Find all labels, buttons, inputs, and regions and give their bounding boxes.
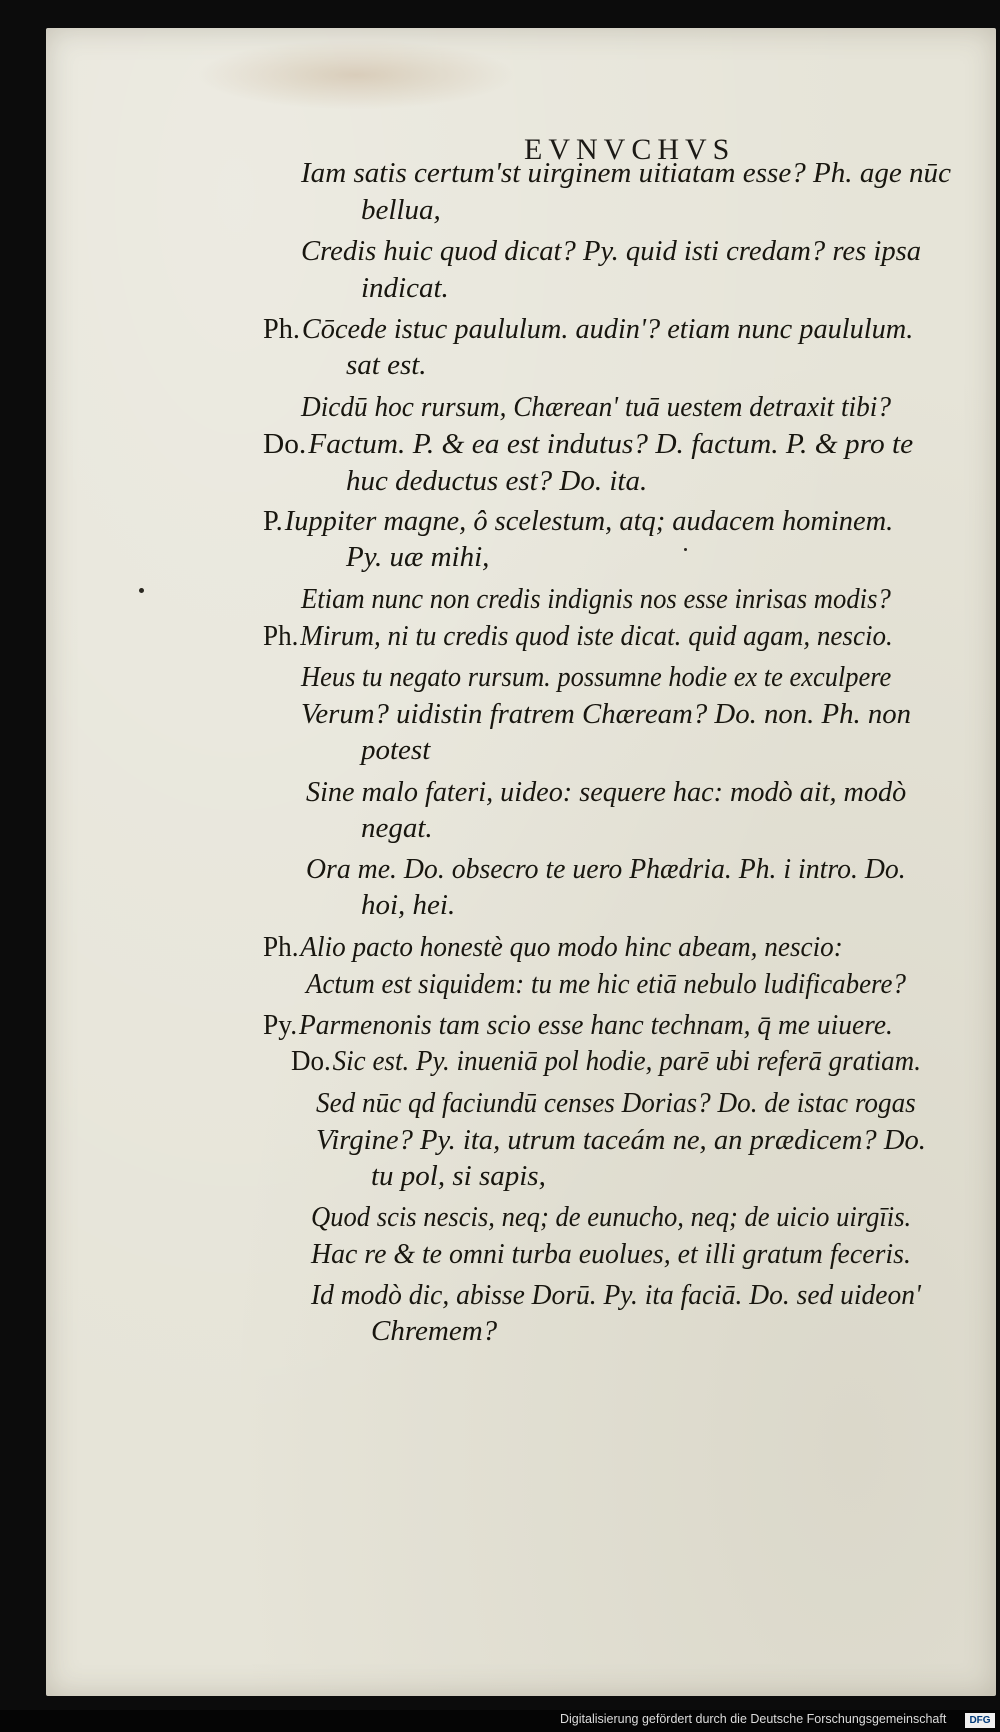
verse-line — [371, 1159, 546, 1193]
verse-line — [311, 1237, 911, 1271]
verse-line — [263, 1008, 893, 1042]
running-title: EVNVCHVS — [524, 133, 736, 166]
verse-line-text: Credis huic quod dicat? Py. quid isti credam? res ipsa — [301, 235, 922, 267]
verse-line-text: Dicdū hoc rursum, Chærean' tuā uestem detraxit tibi? — [301, 391, 891, 423]
verse-line — [361, 888, 455, 922]
verse-line — [301, 582, 891, 616]
verse-line — [316, 1086, 916, 1120]
ink-speck — [139, 588, 144, 593]
verse-line-text: Sed nūc qd faciundū censes Dorias? Do. de istac rogas — [316, 1087, 916, 1119]
verse-line — [311, 1200, 911, 1234]
speaker-label: Ph. — [263, 313, 300, 345]
verse-line — [311, 1278, 921, 1312]
verse-line — [316, 1123, 926, 1157]
verse-line-text: Ora me. Do. obsecro te uero Phædria. Ph. i intro. Do. — [306, 853, 906, 885]
verse-line-text: huc deductus est? Do. ita. — [346, 465, 648, 497]
verse-line — [346, 464, 647, 498]
speaker-label: Do. — [263, 428, 307, 460]
verse-line — [346, 540, 489, 574]
verse-line-text: Actum est siquidem: tu me hic etiā nebulo ludificabere? — [306, 968, 906, 1000]
speaker-label: Ph. — [263, 931, 299, 963]
verse-line-text: Heus tu negato rursum. possumne hodie ex te exculpere — [301, 661, 892, 693]
verse-line-text: Iam satis certum'st uirginem uitiatam esse? Ph. age nūc — [301, 157, 952, 189]
verse-line — [263, 504, 893, 538]
verse-line — [263, 312, 913, 346]
verse-line-text: Verum? uidistin fratrem Chæream? Do. non. Ph. non — [301, 698, 911, 730]
verse-line-text: Sic est. Py. inueniā pol hodie, parē ubi referā gratiam. — [332, 1045, 921, 1077]
verse-line — [301, 156, 951, 190]
verse-line-text: bellua, — [361, 194, 441, 226]
verse-line-text: Chremem? — [371, 1315, 498, 1347]
verse-line-text: Mirum, ni tu credis quod iste dicat. quid agam, nescio. — [300, 620, 893, 652]
verse-line-text: potest — [361, 734, 431, 766]
speaker-label: P. — [263, 505, 283, 537]
verse-text-block — [46, 28, 996, 1696]
verse-line-text: Alio pacto honestè quo modo hinc abeam, nescio: — [300, 931, 843, 963]
verse-line — [263, 427, 913, 461]
verse-line-text: Sine malo fateri, uideo: sequere hac: modò ait, modò — [306, 776, 907, 808]
verse-line — [361, 193, 441, 227]
verse-line-text: Factum. P. & ea est indutus? D. factum. P. & pro te — [308, 428, 914, 460]
verse-line-text: negat. — [361, 812, 433, 844]
book-page — [46, 28, 996, 1696]
speaker-label: Do. — [291, 1045, 331, 1077]
ink-speck — [684, 548, 687, 551]
verse-line — [306, 852, 906, 886]
verse-line — [361, 733, 430, 767]
verse-line — [263, 619, 893, 653]
verse-line — [301, 234, 921, 268]
verse-line-text: Id modò dic, abisse Dorū. Py. ita faciā. Do. sed uideon' — [311, 1279, 921, 1311]
verse-line — [301, 390, 891, 424]
verse-line-text: Parmenonis tam scio esse hanc technam, q̄ me uiuere. — [298, 1009, 893, 1041]
digitization-credit: Digitalisierung gefördert durch die Deutsche Forschungsgemeinschaft — [560, 1712, 947, 1726]
verse-line-text: Hac re & te omni turba euolues, et illi gratum feceris. — [311, 1238, 911, 1270]
speaker-label: Ph. — [263, 620, 299, 652]
verse-line-text: indicat. — [361, 272, 449, 304]
verse-line-text: Virgine? Py. ita, utrum taceám ne, an prædicem? Do. — [316, 1124, 926, 1156]
verse-line-text: Etiam nunc non credis indignis nos esse inrisas modis? — [301, 583, 891, 615]
verse-line — [306, 967, 906, 1001]
verse-line — [301, 660, 891, 694]
verse-line-text: tu pol, si sapis, — [371, 1160, 546, 1192]
verse-line-text: Cōcede istuc paululum. audin'? etiam nunc paululum. — [301, 313, 914, 345]
verse-line — [371, 1314, 497, 1348]
verse-line — [346, 348, 427, 382]
verse-line-text: sat est. — [346, 349, 427, 381]
verse-line — [263, 930, 843, 964]
verse-line-text: Py. uæ mihi, — [346, 541, 490, 573]
verse-line — [361, 271, 449, 305]
verse-line — [301, 697, 911, 731]
verse-line — [291, 1044, 921, 1078]
verse-line — [361, 811, 433, 845]
verse-line-text: hoi, hei. — [361, 889, 456, 921]
verse-line-text: Iuppiter magne, ô scelestum, atq; audacem hominem. — [284, 505, 894, 537]
dfg-logo-icon: DFG — [965, 1713, 995, 1728]
verse-line-text: Quod scis nescis, neq; de eunucho, neq; de uicio uirgīis. — [311, 1201, 912, 1233]
speaker-label: Py. — [263, 1009, 298, 1041]
verse-line — [306, 775, 906, 809]
